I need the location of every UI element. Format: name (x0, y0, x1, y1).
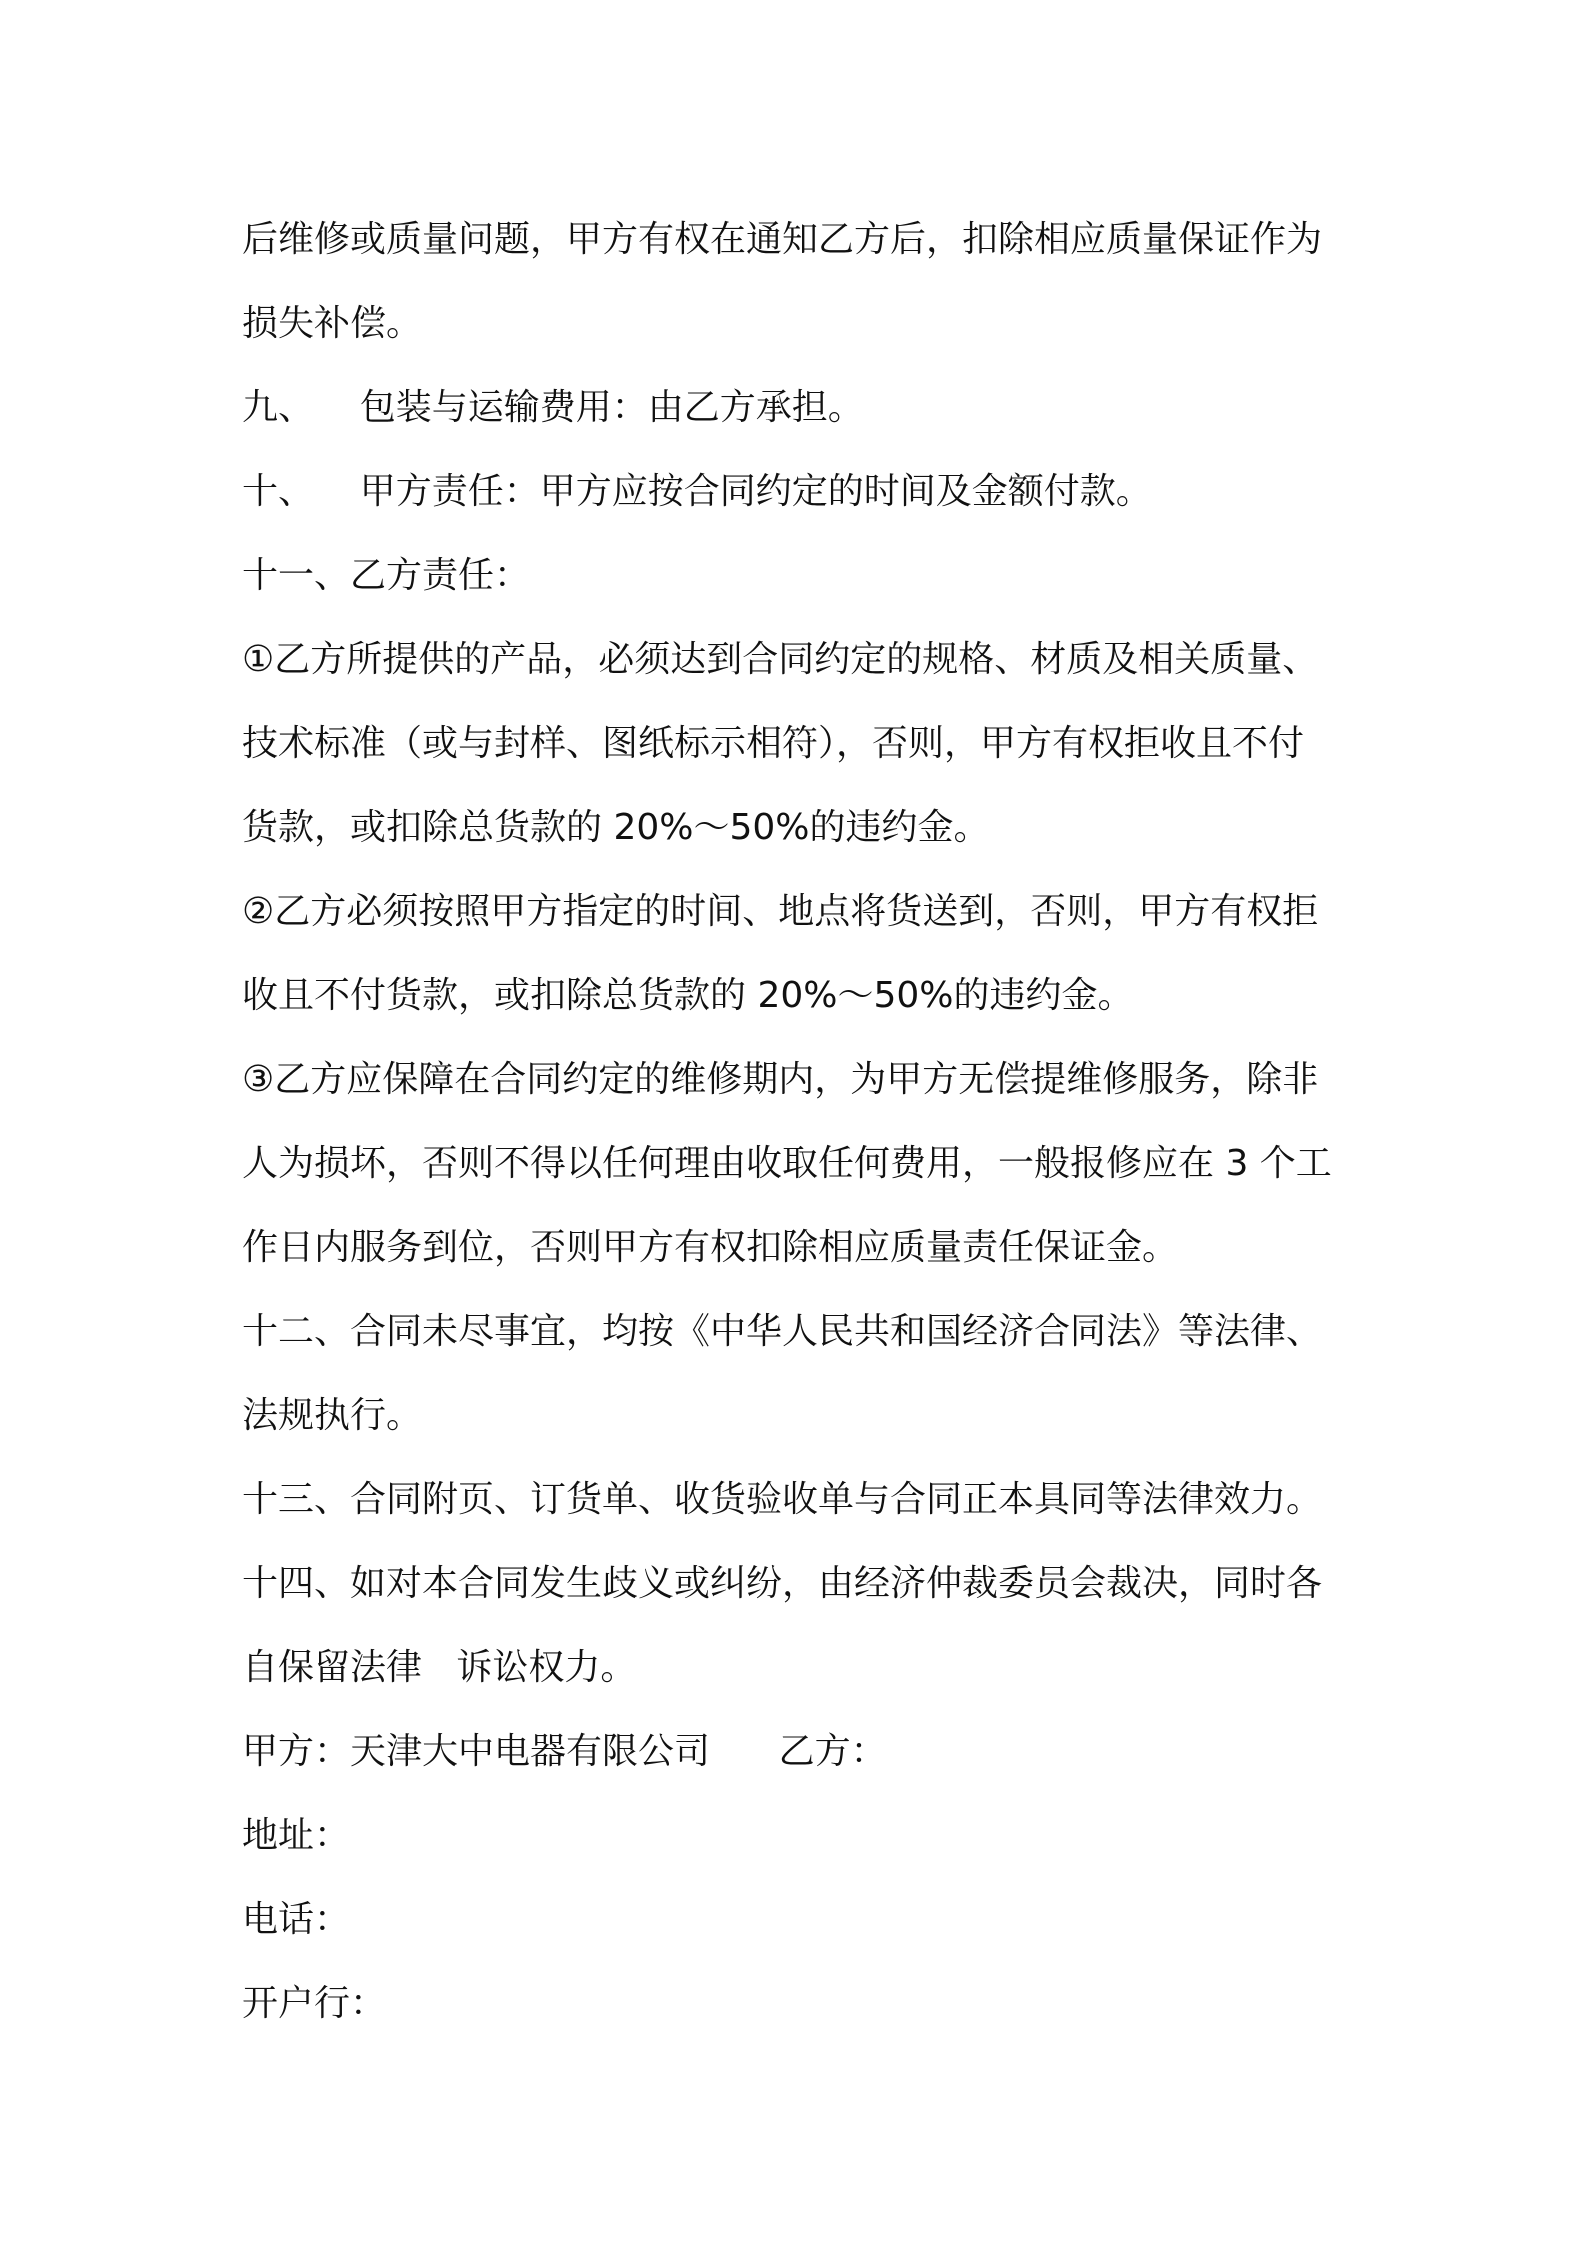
clause-11-item-3-line-3: 作日内服务到位，否则甲方有权扣除相应质量责任保证金。 (242, 1227, 1179, 1268)
address-line: 地址： (242, 1815, 351, 1856)
text-line-1: 后维修或质量问题，甲方有权在通知乙方后，扣除相应质量保证作为 (242, 219, 1323, 260)
clause-11-item-1-line-2: 技术标准（或与封样、图纸标示相符），否则，甲方有权拒收且不付 (242, 723, 1305, 764)
clause-14-line-1: 十四、如对本合同发生歧义或纠纷，由经济仲裁委员会裁决，同时各 (242, 1563, 1323, 1604)
contract-body (242, 198, 1362, 2046)
text-line-2: 损失补偿。 (242, 303, 423, 344)
clause-14-line-2: 自保留法律 诉讼权力。 (242, 1647, 637, 1688)
clause-11-item-1-line-1: ①乙方所提供的产品，必须达到合同约定的规格、材质及相关质量、 (242, 639, 1319, 680)
clause-11-item-1-line-3: 货款，或扣除总货款的 20%～50%的违约金。 (242, 807, 990, 848)
phone-line: 电话： (242, 1899, 351, 1940)
clause-11-item-3-line-2: 人为损坏，否则不得以任何理由收取任何费用，一般报修应在 3 个工 (242, 1143, 1332, 1184)
clause-11-item-3-line-1: ③乙方应保障在合同约定的维修期内，为甲方无偿提维修服务，除非 (242, 1059, 1319, 1100)
clause-12-line-1: 十二、合同未尽事宜，均按《中华人民共和国经济合同法》等法律、 (242, 1311, 1323, 1352)
clause-11-item-2-line-2: 收且不付货款，或扣除总货款的 20%～50%的违约金。 (242, 975, 1134, 1016)
clause-11-item-2-line-1: ②乙方必须按照甲方指定的时间、地点将货送到，否则，甲方有权拒 (242, 891, 1319, 932)
clause-11-heading: 十一、乙方责任： (242, 555, 531, 596)
clause-12-line-2: 法规执行。 (242, 1395, 423, 1436)
clause-9: 九、 包装与运输费用：由乙方承担。 (242, 387, 864, 428)
clause-13: 十三、合同附页、订货单、收货验收单与合同正本具同等法律效力。 (242, 1479, 1323, 1520)
clause-10: 十、 甲方责任：甲方应按合同约定的时间及金额付款。 (242, 471, 1152, 512)
party-line: 甲方：天津大中电器有限公司 乙方： (242, 1731, 887, 1772)
bank-line: 开户行： (242, 1983, 387, 2024)
